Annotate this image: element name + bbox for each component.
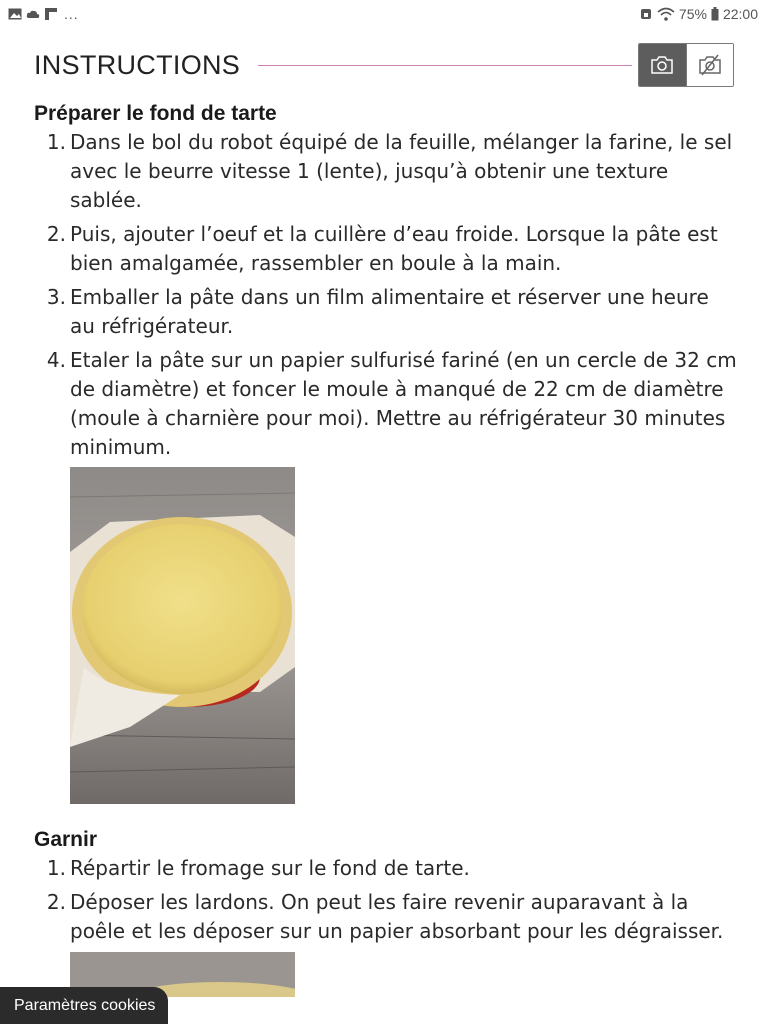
step-number: 1.	[46, 130, 66, 154]
steps-list-garnir	[34, 854, 739, 946]
cloud-icon	[26, 8, 40, 20]
step-number: 2.	[46, 222, 66, 246]
instructions-content	[34, 100, 739, 997]
list-item	[34, 283, 739, 341]
clock: 22:00	[722, 6, 758, 22]
list-item	[34, 346, 739, 462]
list-item	[34, 220, 739, 278]
battery-percent: 75%	[678, 6, 707, 22]
flipboard-icon	[44, 8, 58, 20]
hide-photos-button[interactable]	[686, 44, 734, 86]
section-title-preparer: Préparer le fond de tarte	[34, 102, 277, 125]
section-title-garnir: Garnir	[34, 828, 98, 851]
tart-shell-image	[70, 467, 295, 804]
step-text: Puis, ajouter l’oeuf et la cuillère d’eau froide. Lorsque la pâte est bien amalgamée, rassembler en boule à la main.	[70, 222, 718, 275]
page-title: INSTRUCTIONS	[34, 49, 241, 80]
step-number: 4.	[46, 348, 66, 372]
step-text: Dans le bol du robot équipé de la feuille, mélanger la farine, le sel avec le beurre vitesse 1 (lente), jusqu’à obtenir une texture sablée.	[70, 130, 733, 212]
lock-icon	[639, 8, 653, 20]
more-notifications: ...	[64, 6, 79, 22]
step-text: Etaler la pâte sur un papier sulfurisé fariné (en un cercle de 32 cm de diamètre) et foncer le moule à manqué de 22 cm de diamètre (moule à charnière pour moi). Mettre au réfrigérateur 30 minutes minimum.	[70, 348, 737, 459]
wifi-icon	[657, 7, 675, 21]
list-item	[34, 128, 739, 215]
cookie-settings-button[interactable]: Paramètres cookies	[0, 987, 168, 1024]
camera-icon	[650, 55, 674, 75]
gallery-icon	[8, 8, 22, 20]
step-number: 3.	[46, 285, 66, 309]
step-text: Emballer la pâte dans un film alimentaire et réserver une heure au réfrigérateur.	[70, 285, 709, 338]
photo-toggle	[638, 43, 734, 87]
camera-off-icon	[698, 54, 722, 76]
header-divider	[258, 65, 632, 66]
instructions-header	[34, 44, 734, 86]
step-number: 2.	[46, 890, 66, 914]
status-bar	[0, 0, 768, 28]
tart-shell-photo	[70, 467, 295, 804]
step-number: 1.	[46, 856, 66, 880]
list-item	[34, 888, 739, 946]
system-icons	[639, 6, 768, 22]
show-photos-button[interactable]	[639, 44, 686, 86]
step-text: Répartir le fromage sur le fond de tarte.	[70, 856, 470, 880]
step-text: Déposer les lardons. On peut les faire revenir auparavant à la poêle et les déposer sur un papier absorbant pour les dégraisser.	[70, 890, 724, 943]
battery-icon	[711, 7, 719, 21]
notification-icons	[0, 6, 79, 22]
list-item	[34, 854, 739, 883]
steps-list-preparer	[34, 128, 739, 462]
